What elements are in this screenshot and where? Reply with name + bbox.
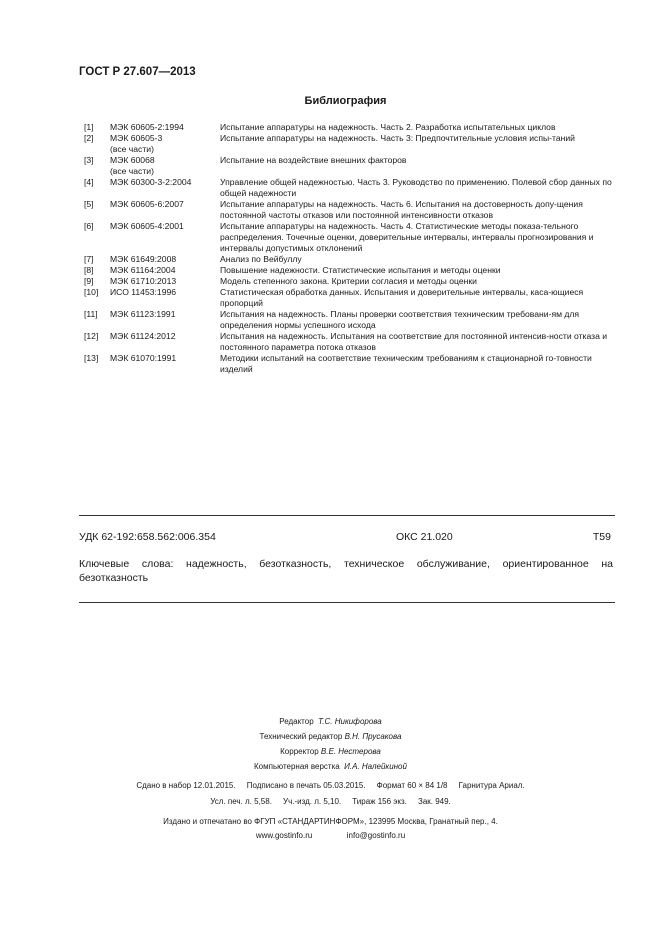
bibliography-number: [11] [84,309,98,319]
bibliography-number: [3] [84,155,94,165]
bibliography-item [84,353,614,375]
standard-code: МЭК 61649:2008 [110,254,177,264]
bibliography-number: [8] [84,265,94,275]
bibliography-standard [110,287,220,309]
standard-code: МЭК 60605-2:1994 [110,122,184,132]
standard-code: МЭК 60605-3 [110,133,163,143]
bibliography-number: [13] [84,353,99,363]
bibliography-standard [110,331,220,353]
bibliography-standard [110,199,220,221]
bibliography-title: Модель степенного закона. Критерии согласия и методы оценки [220,276,477,286]
bibliography-item [84,287,614,309]
bibliography-title: Испытание на воздействие внешних факторов [220,155,407,165]
bibliography-title: Испытания на надежность. Испытания на соответствие для постоянной интенсив-ности отказа и постоянного параметра потока отказов [220,331,608,352]
imprint-line-2: Усл. печ. л. 5,58. Уч.-изд. л. 5,10. Тираж 156 экз. Зак. 949. [210,797,451,806]
oks-code: ОКС 21.020 [395,531,453,543]
bibliography-title: Испытание аппаратуры на надежность. Часть 2. Разработка испытательных циклов [220,122,556,132]
bibliography-title: Статистическая обработка данных. Испытания и доверительные интервалы, каса-ющиеся пропорций [220,287,584,308]
udk-code: УДК 62-192:658.562:006.354 [79,531,216,543]
email-link[interactable]: info@gostinfo.ru [346,831,406,840]
bibliography-standard [110,122,220,133]
imprint-tech-editor: Технический редактор В.Н. Прусакова [259,732,402,741]
standard-note: (все части) [110,144,154,154]
bibliography-title: Испытание аппаратуры на надежность. Часть 4. Статистические методы показа-тельного распределения. Точечные оценки, доверительные интервалы, интервалы прогнозирования и интервалы допустимых отклонений [220,221,594,253]
imprint-layout: Компьютерная верстка И.А. Налейкиной [254,762,407,771]
standard-code: МЭК 60300-3-2:2004 [110,177,192,187]
bibliography-item [84,331,614,353]
standard-code: МЭК 60068 [110,155,155,165]
bibliography-title: Испытание аппаратуры на надежность. Часть 6. Испытания на достоверность допу-щения постоянной частоты отказов или постоянной интенсивности отказов [220,199,583,220]
keywords: Ключевые слова: надежность, безотказность, техническое обслуживание, ориентированное на безотказность [79,558,613,584]
bibliography-standard [110,155,220,177]
imprint-line-1: Сдано в набор 12.01.2015. Подписано в печать 05.03.2015. Формат 60 × 84 1/8 Гарнитура Ариал. [136,781,525,790]
bibliography-number: [4] [84,177,94,187]
standard-code: МЭК 61070:1991 [110,353,177,363]
bibliography-number: [7] [84,254,94,264]
bibliography-item [84,309,614,331]
divider-top [79,515,615,516]
document-header: ГОСТ Р 27.607—2013 [79,66,196,78]
bibliography-item [84,177,614,199]
bibliography-standard [110,254,220,265]
bibliography-item [84,122,614,133]
bibliography-item [84,276,614,287]
bibliography-item [84,133,614,155]
bibliography-title: Методики испытаний на соответствие техническим требованиям к стационарной го-товности изделий [220,353,592,374]
bibliography-number: [1] [84,122,94,132]
bibliography-standard [110,177,220,199]
imprint-publisher: Издано и отпечатано во ФГУП «СТАНДАРТИНФОРМ», 123995 Москва, Гранатный пер., 4. [163,817,498,826]
classification-line [79,531,611,543]
bibliography-list [84,122,614,375]
bibliography-standard [110,276,220,287]
imprint-corrector: Корректор В.Е. Нестерова [280,747,381,756]
standard-code: МЭК 61164:2004 [110,265,176,275]
bibliography-item [84,155,614,177]
bibliography-item [84,199,614,221]
standard-code: МЭК 61710:2013 [110,276,177,286]
bibliography-item [84,265,614,276]
bibliography-number: [12] [84,331,99,341]
bibliography-standard [110,309,220,331]
imprint-editor: Редактор Т.С. Никифорова [279,717,382,726]
bibliography-number: [5] [84,199,94,209]
bibliography-item [84,254,614,265]
website-link[interactable]: www.gostinfo.ru [255,831,313,840]
standard-code: МЭК 61123:1991 [110,309,176,319]
bibliography-number: [6] [84,221,94,231]
bibliography-standard [110,353,220,375]
bibliography-number: [2] [84,133,94,143]
bibliography-number: [10] [84,287,99,297]
group-code: Т59 [592,531,611,543]
standard-code: ИСО 11453:1996 [110,287,177,297]
bibliography-standard [110,133,220,155]
standard-code: МЭК 60605-6:2007 [110,199,184,209]
standard-code: МЭК 61124:2012 [110,331,176,341]
bibliography-title: Управление общей надежностью. Часть 3. Руководство по применению. Полевой сбор данных по общей надежности [220,177,612,198]
standard-code: МЭК 60605-4:2001 [110,221,184,231]
bibliography-title: Испытание аппаратуры на надежность. Часть 3: Предпочтительные условия испы-таний [220,133,575,143]
bibliography-number: [9] [84,276,94,286]
bibliography-title: Испытания на надежность. Планы проверки соответствия техническим требовани-ям для определения нормы успешного исхода [220,309,580,330]
standard-note: (все части) [110,166,154,176]
bibliography-item [84,221,614,254]
divider-bottom [79,602,615,603]
page-title: Библиография [304,95,387,107]
bibliography-title: Анализ по Вейбуллу [220,254,302,264]
bibliography-standard [110,265,220,276]
imprint-contacts [0,829,661,844]
bibliography-title: Повышение надежности. Статистические испытания и методы оценки [220,265,501,275]
bibliography-standard [110,221,220,254]
